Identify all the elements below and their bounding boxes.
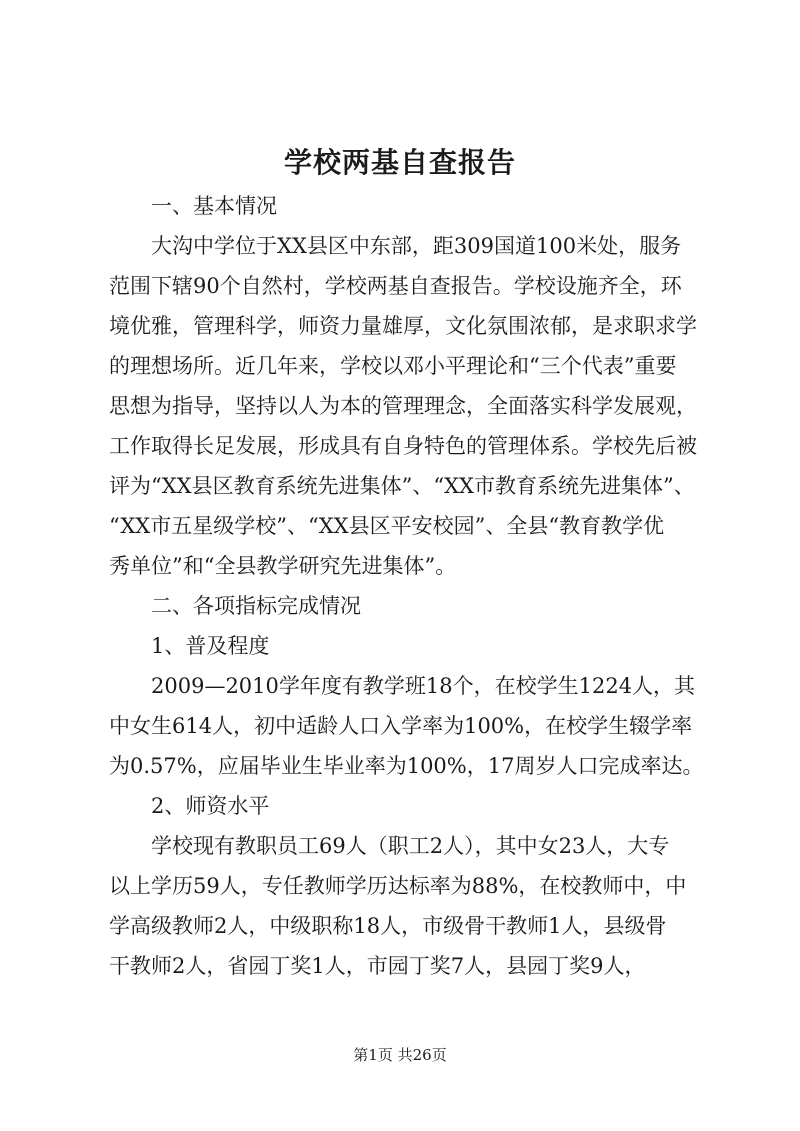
- paragraph-line: 范围下辖90个自然村，学校两基自查报告。学校设施齐全，环: [109, 274, 682, 298]
- paragraph-line: 思想为指导，坚持以人为本的管理理念，全面落实科学发展观，: [109, 394, 697, 418]
- heading-text: 一、基本情况: [151, 194, 277, 218]
- document-title: 学校两基自查报告: [283, 146, 516, 179]
- paragraph-line: 境优雅，管理科学，师资力量雄厚，文化氛围浓郁，是求职求学: [109, 314, 697, 338]
- section-heading-indicators: [109, 586, 701, 626]
- paragraph-line: 学校现有教职员工69人（职工2人），其中女23人，大专: [151, 834, 670, 858]
- paragraph-line: 干教师2人，省园丁奖1人，市园丁奖7人，县园丁奖9人，: [109, 954, 646, 978]
- paragraph-line: 学高级教师2人，中级职称18人，市级骨干教师1人，县级骨: [109, 914, 667, 938]
- paragraph-line: 的理想场所。近几年来，学校以邓小平理论和“三个代表”重要: [109, 354, 677, 378]
- paragraph-line: “XX市五星级学校”、“XX县区平安校园”、全县“教育教学优: [109, 514, 665, 538]
- paragraph-staff: [109, 826, 701, 986]
- paragraph-line: 评为“XX县区教育系统先进集体”、“XX市教育系统先进集体”、: [109, 474, 695, 498]
- paragraph-school-overview: [109, 226, 701, 586]
- paragraph-line: 秀单位”和“全县教学研究先进集体”。: [109, 554, 457, 578]
- paragraph-line: 以上学历59人，专任教师学历达标率为88%，在校教师中，中: [109, 874, 687, 898]
- paragraph-line: 2009—2010学年度有教学班18个，在校学生1224人，其: [151, 674, 696, 698]
- heading-text: 1、普及程度: [151, 634, 270, 658]
- heading-text: 2、师资水平: [151, 794, 270, 818]
- paragraph-line: 大沟中学位于XX县区中东部，距309国道100米处，服务: [151, 234, 682, 258]
- section-heading-basic-info: [109, 186, 701, 226]
- page-number-footer: 第1页 共26页: [353, 1046, 447, 1064]
- document-body: [109, 186, 704, 986]
- paragraph-enrollment: [109, 666, 704, 786]
- heading-text: 二、各项指标完成情况: [151, 594, 361, 618]
- subheading-popularization: [109, 626, 701, 666]
- paragraph-line: 工作取得长足发展，形成具有自身特色的管理体系。学校先后被: [109, 434, 697, 458]
- subheading-teacher-level: [109, 786, 701, 826]
- paragraph-line: 中女生614人，初中适龄人口入学率为100%，在校学生辍学率: [109, 714, 693, 738]
- paragraph-line: 为0.57%，应届毕业生毕业率为100%，17周岁人口完成率达。: [109, 754, 704, 778]
